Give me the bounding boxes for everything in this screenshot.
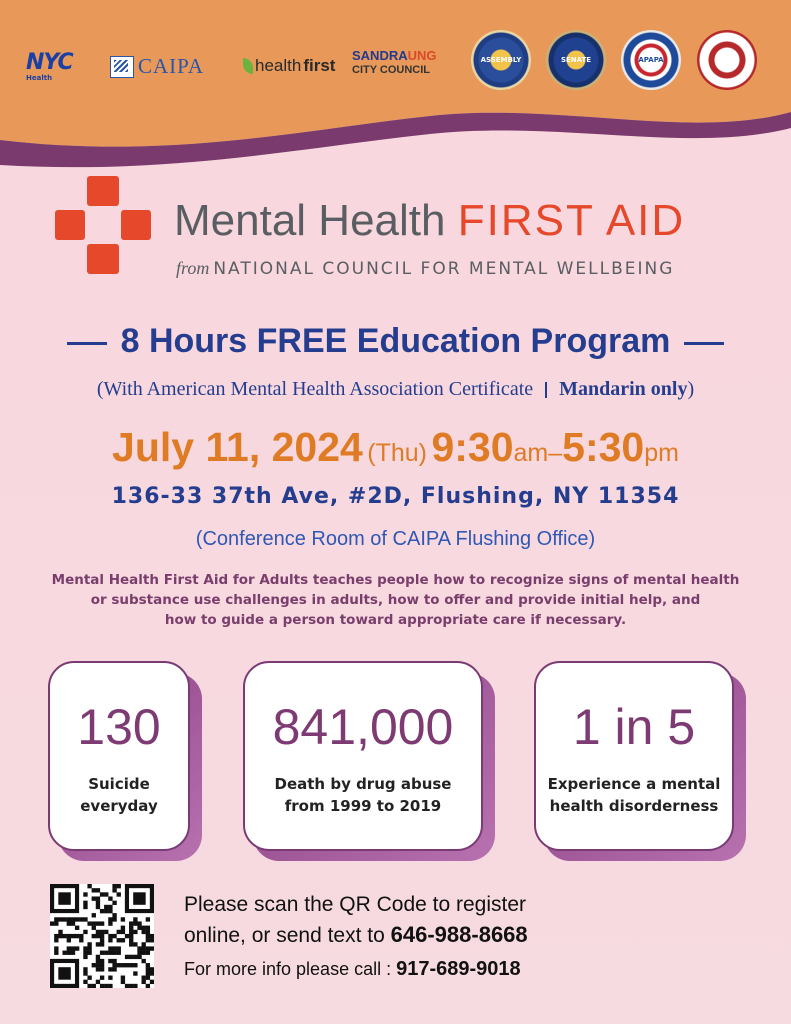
registration-qr-code[interactable]	[50, 884, 154, 988]
chinese-association-seal-icon	[697, 30, 757, 90]
stat-value: 1 in 5	[572, 699, 696, 755]
apapa-seal-icon: APAPA	[621, 30, 681, 90]
nyc-health-logo: NYC Health	[26, 50, 73, 82]
dash-left	[67, 342, 107, 345]
caipa-mark-icon	[110, 56, 134, 78]
program-description: Mental Health First Aid for Adults teaches people how to recognize signs of mental health or substance use challenges in adults, how to offer and provide initial help, and how to guide a person toward appropriate care if necessary.	[51, 572, 740, 628]
caipa-logo: CAIPA	[110, 54, 204, 79]
event-room: (Conference Room of CAIPA Flushing Office)	[195, 528, 596, 550]
program-title: 8 Hours FREE Education Program	[0, 322, 791, 361]
stat-value: 841,000	[272, 699, 454, 755]
call-phone-number[interactable]: 917-689-9018	[396, 958, 521, 980]
sandra-ung-city-council-logo: SANDRAUNG CITY COUNCIL	[352, 48, 437, 76]
more-info: For more info please call : 917-689-9018	[184, 958, 521, 980]
stat-caption: Death by drug abuse from 1999 to 2019	[274, 775, 452, 815]
stat-card-drug-abuse	[243, 661, 483, 851]
mhfa-cross-icon	[55, 176, 151, 274]
stat-card-suicide	[48, 661, 190, 851]
mhfa-title: Mental Health FIRST AID	[174, 196, 686, 245]
text-phone-number[interactable]: 646-988-8668	[390, 922, 528, 947]
event-address: 136-33 37th Ave, #2D, Flushing, NY 11354	[111, 484, 680, 509]
healthfirst-logo: health first	[243, 56, 335, 76]
program-subtitle: (With American Mental Health Association Certificate Mandarin only)	[96, 378, 695, 400]
ny-assembly-seal-icon: ASSEMBLY	[471, 30, 531, 90]
event-datetime: July 11, 2024 (Thu) 9:30am–5:30pm	[112, 424, 679, 470]
stat-card-mental-disorder	[534, 661, 734, 851]
ny-senate-seal-icon: SENATE	[546, 30, 606, 90]
stat-caption: Suicide everyday	[80, 775, 158, 815]
stat-value: 130	[77, 699, 161, 755]
register-instructions: Please scan the QR Code to register online, or send text to 646-988-8668	[184, 893, 528, 947]
mhfa-org: from NATIONAL COUNCIL FOR MENTAL WELLBEING	[176, 258, 675, 279]
stat-caption: Experience a mental health disorderness	[547, 775, 721, 815]
leaf-icon	[243, 58, 253, 74]
separator	[545, 382, 547, 398]
dash-right	[684, 342, 724, 345]
